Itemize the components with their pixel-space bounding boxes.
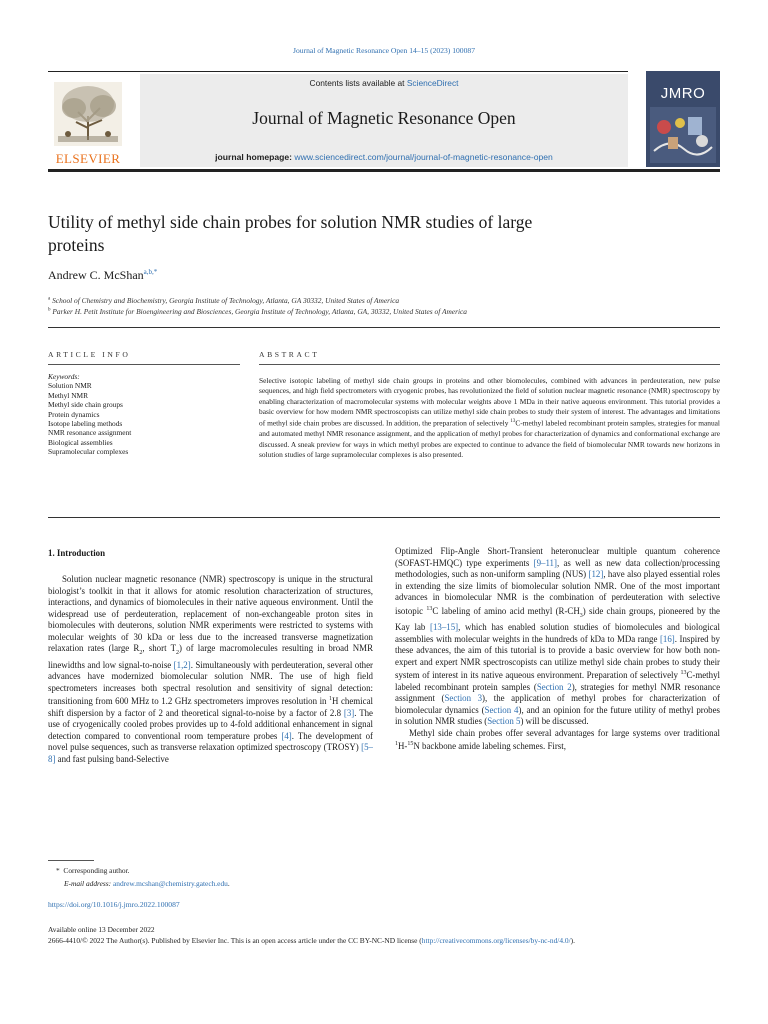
author-affiliation-marks[interactable]: a,b,* [143, 268, 158, 276]
footnote-text: Corresponding author. [63, 866, 130, 875]
copyright-text: 2666-4410/© 2022 The Author(s). Published by Elsevier Inc. This is an open access article under the CC BY-NC-ND license ( [48, 936, 422, 945]
citation-link[interactable]: [4] [281, 730, 292, 741]
keyword-item: Methyl NMR [48, 390, 89, 400]
journal-citation-line[interactable]: Journal of Magnetic Resonance Open 14–15 (2023) 100087 [293, 46, 475, 55]
keyword-item: Protein dynamics [48, 409, 100, 419]
text-run: . Inspired by these advances, the aim of this tutorial is to provide a basic overview for how both non-expert and expert NMR spectroscopists can utilize methyl side chain probes to study their system of interest in its native aqueous environment. Preparation of selectively [395, 633, 720, 681]
text-run: Solution nuclear magnetic resonance (NMR) spectroscopy is unique in the structural biologist’s toolkit in that it allows for atomic resolution characterization of structures, interactions, and dynamics of biomolecules in their native aqueous environment. Until the widespread use of perdeuteration, replacement of non-exchangeable proton sites in biomolecules with deuterons, solution NMR experiments were restricted to systems with molecular weights of 30 kDa or less due to the increased transverse magnetization relaxation rates (large R [48, 574, 373, 654]
subscript: 3 [579, 612, 583, 619]
abstract-heading: ABSTRACT [259, 350, 320, 359]
superscript: 13 [426, 605, 433, 612]
keyword-item: Supramolecular complexes [48, 447, 129, 457]
text-run: ), and an opinion for the future utility of methyl probes in solution NMR studies ( [395, 704, 720, 727]
text-run: . The development of novel pulse sequences, such as transverse relaxation optimized spectroscopy (TROSY) [48, 730, 374, 753]
affiliation-b [48, 307, 467, 316]
superscript: 13 [680, 670, 687, 677]
author-line [48, 268, 157, 283]
availability-block [48, 924, 720, 946]
subscript: 2 [176, 650, 180, 657]
superscript: 1 [395, 741, 398, 748]
text-run: ) of large macromolecules resulting in broad NMR linewidths and low signal-to-noise [48, 643, 373, 670]
superscript: 1 [329, 696, 333, 703]
contents-available-line [140, 78, 628, 88]
affiliation-a [48, 296, 399, 305]
title-bottom-rule [48, 327, 720, 328]
text-run: Methyl side chain probes offer several advantages for large systems over traditional [409, 727, 720, 738]
superscript: 15 [407, 741, 414, 748]
article-info-rule [48, 364, 240, 365]
journal-title: Journal of Magnetic Resonance Open [252, 108, 516, 128]
paragraph-intro-2 [395, 728, 720, 753]
section-link[interactable]: Section 4 [484, 704, 519, 715]
cover-art-icon [650, 107, 716, 163]
text-run: C-methyl labeled recombinant protein samples ( [395, 670, 720, 692]
abstract-rule [259, 364, 720, 365]
text-run: N backbone amide labeling schemes. First, [413, 741, 566, 752]
email-end: . [227, 879, 230, 888]
email-link[interactable]: andrew.mcshan@chemistry.gatech.edu [113, 879, 228, 888]
text-run: H chemical shift dispersion by a factor of 2 and theoretical signal-to-noise by a factor of 2.8 [48, 696, 373, 718]
keyword-item: Biological assemblies [48, 437, 113, 447]
text-run: . Simultaneously with perdeuteration, several other advances have modernized biomolecular solution NMR. The use of high field spectrometers increases both spectral resolution and sensitivity of signal detection: transitioning from 600 MHz to 1.2 GHz spectrometers improves resolution in [48, 659, 373, 707]
article-title: Utility of methyl side chain probes for solution NMR studies of large proteins [48, 212, 533, 255]
license-link[interactable]: http://creativecommons.org/licenses/by-nc-nd/4.0/ [421, 936, 571, 945]
text-run: , short T [142, 643, 177, 654]
contents-prefix: Contents lists available at [309, 78, 407, 88]
section-link[interactable]: Section 5 [487, 716, 521, 727]
author-name[interactable]: Andrew C. McShan [48, 268, 144, 282]
paragraph-intro-1-cont [395, 546, 720, 728]
abstract-sup: 13 [510, 419, 516, 425]
keyword-item: NMR resonance assignment [48, 428, 132, 438]
section-link[interactable]: Section 3 [444, 693, 483, 704]
copyright-line [48, 935, 720, 946]
elsevier-wordmark[interactable]: ELSEVIER [55, 151, 121, 166]
keyword-item: Methyl side chain groups [48, 400, 123, 410]
journal-homepage-line [140, 152, 628, 162]
doi-link[interactable]: https://doi.org/10.1016/j.jmro.2022.100087 [48, 900, 180, 909]
text-run: ) will be discussed. [520, 716, 589, 727]
article-info-heading: ARTICLE INFO [48, 350, 131, 359]
elsevier-tree-logo-icon [48, 78, 128, 162]
body-column-right [395, 546, 720, 753]
homepage-label: journal homepage: [215, 152, 295, 162]
affiliation-b-mark: b [48, 307, 51, 313]
available-online: Available online 13 December 2022 [48, 925, 155, 934]
citation-link[interactable]: [1,2] [173, 659, 191, 670]
homepage-link[interactable]: www.sciencedirect.com/journal/journal-of-magnetic-resonance-open [294, 152, 553, 162]
abstract-part1: Selective isotopic labeling of methyl side chain groups in proteins and other biomolecules, combined with advances in perdeuteration, new pulse sequences, and high field spectrometers with cryogenic probes, has revolutionized the field of solution nuclear magnetic resonance (NMR) spectroscopy by enabling characterization of macromolecular systems with molecular weights above 1 MDa in their native aqueous environment. This tutorial provides a basic overview for how modern NMR spectroscopists can utilize methyl side chain probes to study their system of interest. The advantages and limitations of methyl side chain probes are discussed. In addition, the preparation of selectively [259, 376, 720, 428]
abstract-bottom-rule [48, 517, 720, 518]
citation-link[interactable]: [12] [588, 569, 604, 580]
keywords-label: Keywords: [48, 372, 80, 381]
keyword-item: Solution NMR [48, 381, 92, 391]
footnote-rule [48, 860, 94, 861]
header-top-rule [48, 71, 628, 72]
email-note [64, 879, 230, 888]
sciencedirect-link[interactable]: ScienceDirect [406, 78, 459, 88]
text-run: . The use of cryogenically cooled probes provides up to 4-fold additional enhancement in signal detection compared to conventional room temperature probes [48, 707, 373, 741]
abstract-part2: C-methyl labeled recombinant protein samples, strategies for manual and automated methyl NMR resonance assignment, and the application of methyl probes for characterization of dynamics and conformational exchange are discussed. A sneak preview for ways in which methyl probes are expected to continue to advance the field of biomolecular NMR towards new horizons in solution studies of large supramolecular complexes is also presented. [259, 418, 720, 459]
text-run: , as well as new data collection/processing methodologies, such as non-uniform sampling (NUS) [395, 557, 720, 580]
text-run: C labeling of amino acid methyl (R-CH [432, 605, 580, 616]
journal-cover-image[interactable] [646, 71, 720, 167]
corresponding-author-note [56, 866, 130, 875]
copyright-end: ). [570, 936, 575, 945]
citation-link[interactable]: [9–11] [533, 557, 557, 568]
keyword-item: Isotope labeling methods [48, 419, 123, 429]
affiliation-a-mark: a [48, 296, 51, 302]
citation-link[interactable]: [16] [659, 633, 675, 644]
body-column-left [48, 574, 373, 766]
subscript: 2 [139, 650, 143, 657]
text-run: H- [398, 741, 408, 752]
affiliation-a-text: School of Chemistry and Biochemistry, Georgia Institute of Technology, Atlanta, GA 30332, United States of America [52, 296, 400, 305]
email-label: E-mail address: [64, 879, 112, 888]
abstract-text [259, 376, 720, 460]
paragraph-intro-1 [48, 574, 373, 766]
text-run: ), strategies for methyl NMR resonance assignment ( [395, 681, 721, 704]
section-link[interactable]: Section 2 [536, 681, 572, 692]
citation-link[interactable]: [5–8] [48, 742, 373, 764]
text-run: and fast pulsing band-Selective [55, 753, 169, 764]
text-run: Optimized Flip-Angle Short-Transient heteronuclear multiple quantum coherence (SOFAST-HMQC) type experiments [395, 546, 720, 568]
text-run: , have also played essential roles in extending the size limits of biomolecular solution NMR. One of the most important advances in biomolecular NMR is the combination of perdeuteration with selective isotopic [395, 569, 720, 616]
citation-link[interactable]: [3] [343, 707, 355, 718]
text-run: ) side chain groups, pioneered by the Kay lab [395, 605, 720, 633]
citation-link[interactable]: [13–15] [430, 622, 459, 633]
section-title-introduction: 1. Introduction [48, 548, 106, 558]
text-run: , which has enabled solution studies of biomolecules and biological assemblies with molecular weights in the hundreds of kDa to MDa range [395, 622, 721, 644]
cover-title: JMRO [660, 85, 706, 102]
keywords-block [48, 372, 238, 457]
affiliation-b-text: Parker H. Petit Institute for Bioengineering and Biosciences, Georgia Institute of Technology, Atlanta, GA, 30332, United States of America [52, 307, 467, 316]
text-run: ), the application of methyl probes for characterization of biomolecular dynamics ( [395, 693, 720, 715]
header-bottom-rule [48, 169, 720, 172]
footnote-mark: * [56, 866, 60, 875]
